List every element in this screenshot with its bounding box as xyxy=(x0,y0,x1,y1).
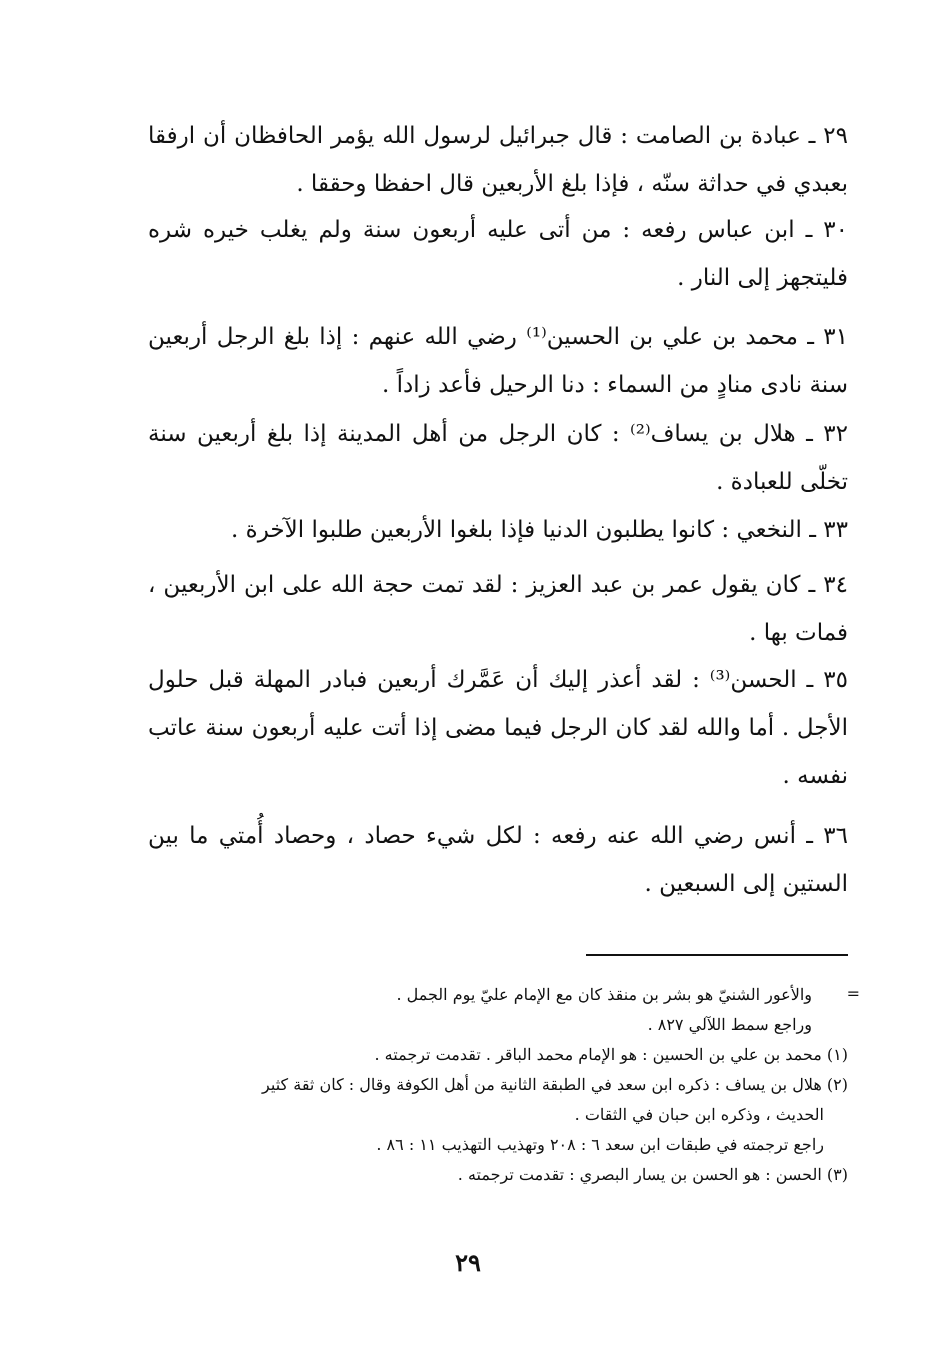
entry-number: ٣٠ xyxy=(823,217,848,243)
entry-number: ٣٢ xyxy=(823,421,848,447)
entry-text: هلال بن يساف⁽²⁾ : كان الرجل من أهل المدينة إذا بلغ أربعين سنة تخلّى للعبادة . xyxy=(148,421,848,495)
footnote-3: (٣) الحسن : هو الحسن بن يسار البصري : تقدمت ترجمته . xyxy=(457,1165,848,1184)
footnote-1: (١) محمد بن علي بن الحسين : هو الإمام محمد الباقر . تقدمت ترجمته . xyxy=(374,1045,848,1064)
entry-text: محمد بن علي بن الحسين⁽¹⁾ رضي الله عنهم : إذا بلغ الرجل أربعين سنة نادى منادٍ من السماء : دنا الرحيل فأعد زاداً . xyxy=(148,324,848,398)
entry-33: ٣٣ ـ النخعي : كانوا يطلبون الدنيا فإذا بلغوا الأربعين طلبوا الآخرة . xyxy=(231,517,848,543)
footnote-2-continuation: الحديث ، وذكره ابن حبان في الثقات . xyxy=(574,1105,824,1124)
entry-text: ابن عباس رفعه : من أتى عليه أربعون سنة ولم يغلب خيره شره فليتجهز إلى النار . xyxy=(148,217,848,291)
footnote-continuation: وراجع سمط اللآلي ٨٢٧ . xyxy=(647,1015,812,1034)
footnote-continuation: والأعور الشنيّ هو بشر بن منقذ كان مع الإمام عليّ يوم الجمل . xyxy=(396,985,812,1004)
entry-35: ٣٥ ـ الحسن⁽³⁾ : لقد أعذر إليك أن عَمَّرك أربعين فبادر المهلة قبل حلول الأجل . أما والله لقد كان الرجل فيما مضى إذا أتت عليه أربعون سنة عاتب نفسه . xyxy=(148,667,848,789)
entry-text: أنس رضي الله عنه رفعه : لكل شيء حصاد ، وحصاد أُمتي ما بين الستين إلى السبعين . xyxy=(148,823,848,897)
entry-32: ٣٢ ـ هلال بن يساف⁽²⁾ : كان الرجل من أهل المدينة إذا بلغ أربعين سنة تخلّى للعبادة . xyxy=(148,421,848,495)
footnotes xyxy=(138,980,848,1190)
continuation-mark: = xyxy=(846,984,860,1003)
entry-number: ٣٤ xyxy=(823,572,848,598)
footnote-2-reference: راجع ترجمته في طبقات ابن سعد ٦ : ٢٠٨ وتهذيب التهذيب ١١ : ٨٦ . xyxy=(376,1135,824,1154)
entry-36: ٣٦ ـ أنس رضي الله عنه رفعه : لكل شيء حصاد ، وحصاد أُمتي ما بين الستين إلى السبعين . xyxy=(148,823,848,897)
entry-number: ٣١ xyxy=(823,324,848,350)
footnote-2: (٢) هلال بن يساف : ذكره ابن سعد في الطبقة الثانية من أهل الكوفة وقال : كان ثقة كثير xyxy=(262,1075,848,1094)
entry-number: ٢٩ xyxy=(823,123,848,149)
entry-30: ٣٠ ـ ابن عباس رفعه : من أتى عليه أربعون سنة ولم يغلب خيره شره فليتجهز إلى النار . xyxy=(148,217,848,291)
entry-31: ٣١ ـ محمد بن علي بن الحسين⁽¹⁾ رضي الله عنهم : إذا بلغ الرجل أربعين سنة نادى منادٍ من السماء : دنا الرحيل فأعد زاداً . xyxy=(148,324,848,398)
entry-29: ٢٩ ـ عبادة بن الصامت : قال جبرائيل لرسول الله يؤمر الحافظان أن ارفقا بعبدي في حداثة سنّه ، فإذا بلغ الأربعين قال احفظا وحققا . xyxy=(148,123,848,197)
entry-text: الحسن⁽³⁾ : لقد أعذر إليك أن عَمَّرك أربعين فبادر المهلة قبل حلول الأجل . أما والله لقد كان الرجل فيما مضى إذا أتت عليه أربعون سنة عاتب نفسه . xyxy=(148,667,848,789)
entry-34: ٣٤ ـ كان يقول عمر بن عبد العزيز : لقد تمت حجة الله على ابن الأربعين ، فمات بها . xyxy=(148,572,848,646)
page-number: ٢٩ xyxy=(455,1248,481,1277)
entry-number: ٣٥ xyxy=(823,667,848,693)
entry-number: ٣٣ xyxy=(823,517,848,543)
entry-text: عبادة بن الصامت : قال جبرائيل لرسول الله يؤمر الحافظان أن ارفقا بعبدي في حداثة سنّه ، فإذا بلغ الأربعين قال احفظا وحققا . xyxy=(148,123,848,197)
entry-number: ٣٦ xyxy=(823,823,848,849)
footnote-separator xyxy=(586,954,848,956)
entry-text: النخعي : كانوا يطلبون الدنيا فإذا بلغوا الأربعين طلبوا الآخرة . xyxy=(231,517,802,543)
entry-text: كان يقول عمر بن عبد العزيز : لقد تمت حجة الله على ابن الأربعين ، فمات بها . xyxy=(148,572,848,646)
